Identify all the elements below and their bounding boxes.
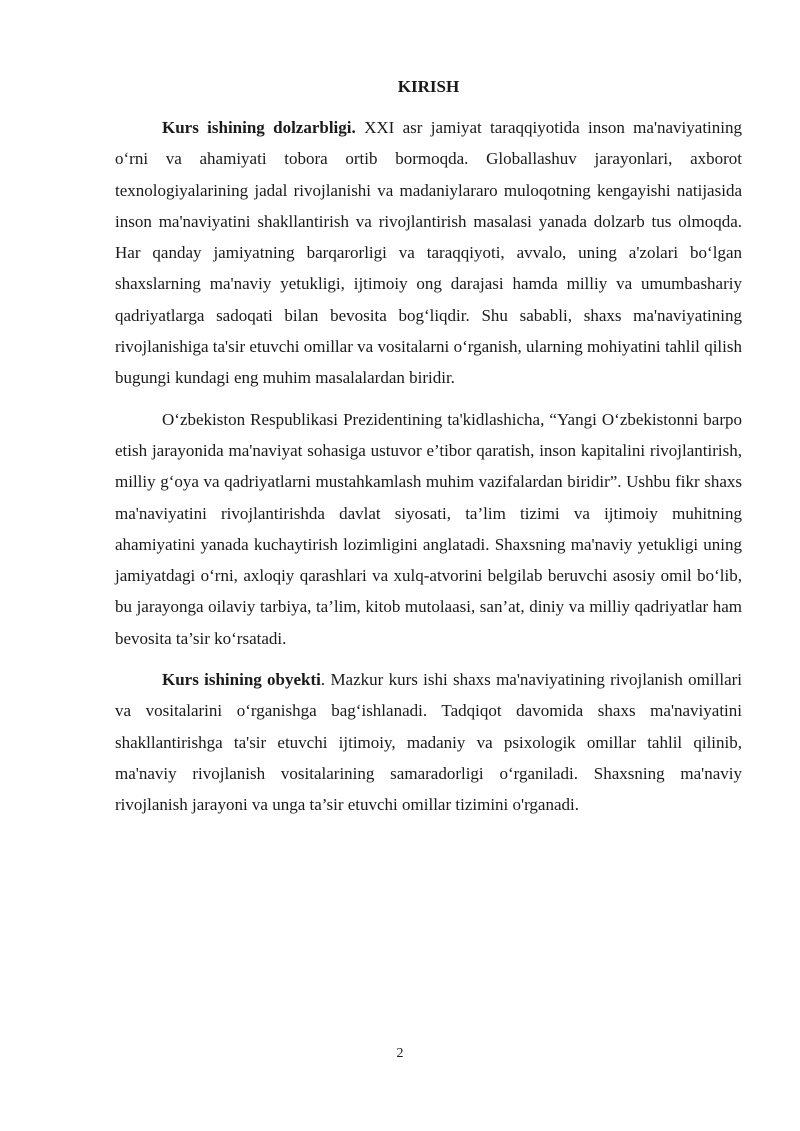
document-page <box>115 72 742 831</box>
paragraph-lead-bold: Kurs ishining obyekti <box>162 670 321 690</box>
page-number: 2 <box>396 1046 404 1061</box>
section-heading: KIRISH <box>397 77 460 96</box>
paragraph-text: O‘zbekiston Respublikasi Prezidentining ta'kidlashicha, “Yangi O‘zbekistonni barpo etish jarayonida ma'naviyat sohasiga ustuvor e’tibor qaratish, inson kapitalini rivojlantirish, milliy g‘oya va qadriyatlarni mustahkamlash muhim vazifalardan biridir”. Ushbu fikr shaxs ma'naviyatini rivojlantirishda davlat siyosati, ta’lim tizimi va ijtimoiy muhitning ahamiyatini yanada kuchaytirish lozimligini anglatadi. Shaxsning ma'naviy yetukligi uning jamiyatdagi o‘rni, axloqiy qarashlari va xulq-atvorini belgilab beruvchi asosiy omil bo‘lib, bu jarayonga oilaviy tarbiya, ta’lim, kitob mutolaasi, san’at, diniy va milliy qadriyatlar ham bevosita ta’sir ko‘rsatadi. <box>115 409 742 648</box>
paragraph-object <box>115 664 742 820</box>
paragraph-text: XXI asr jamiyat taraqqiyotida inson ma'naviyatining o‘rni va ahamiyati tobora ortib bormoqda. Globallashuv jarayonlari, axborot texnologiyalarining jadal rivojlanishi va madaniylararo muloqotning kengayishi natijasida inson ma'naviyatini shakllantirish va rivojlantirish masalasi yanada dolzarb tus olmoqda. Har qanday jamiyatning barqarorligi va taraqqiyoti, avvalo, uning a'zolari bo‘lgan shaxslarning ma'naviy yetukligi, ijtimoiy ong darajasi hamda milliy va umumbashariy qadriyatlarga sadoqati bilan bevosita bog‘liqdir. Shu sababli, shaxs ma'naviyatining rivojlanishiga ta'sir etuvchi omillar va vositalarni o‘rganish, ularning mohiyatini tahlil qilish bugungi kundagi eng muhim masalalardan biridir. <box>115 118 742 388</box>
paragraph-text: . Mazkur kurs ishi shaxs ma'naviyatining rivojlanish omillari va vositalarini o‘rganishga bag‘ishlanadi. Tadqiqot davomida shaxs ma'naviyatini shakllantirishga ta'sir etuvchi ijtimoiy, madaniy va psixologik omillar tahlil qilinib, ma'naviy rivojlanish vositalarining samaradorligi o‘rganiladi. Shaxsning ma'naviy rivojlanish jarayoni va unga ta’sir etuvchi omillar tizimini o'rganadi. <box>115 670 742 815</box>
paragraph-relevance <box>115 112 742 394</box>
paragraph-lead-bold: Kurs ishining dolzarbligi. <box>162 118 356 137</box>
paragraph-president-quote <box>115 404 742 654</box>
